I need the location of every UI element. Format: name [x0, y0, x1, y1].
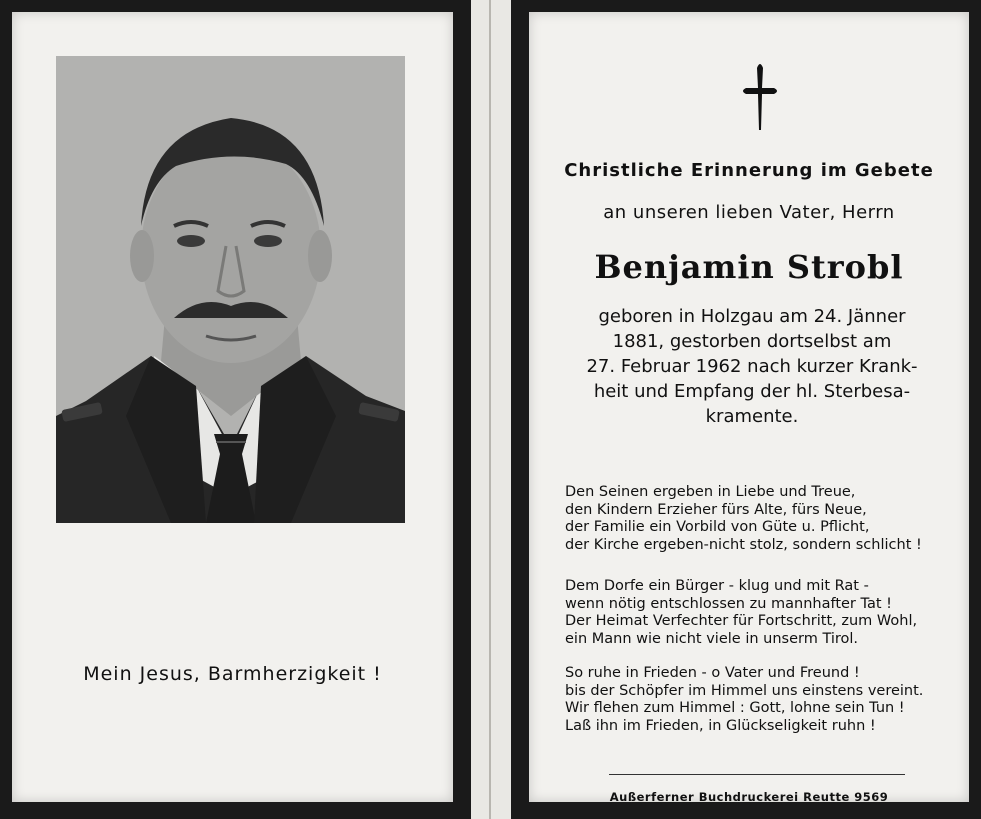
poem-stanza	[565, 484, 955, 554]
poem-line: den Kindern Erzieher fürs Alte, fürs Neue,	[565, 501, 867, 518]
memorial-heading: Christliche Erinnerung im Gebete	[564, 160, 934, 181]
deceased-name: Benjamin Strobl	[594, 248, 904, 286]
bio-line: heit und Empfang der hl. Sterbesa-	[593, 381, 911, 402]
poem-line: der Kirche ergeben-nicht stolz, sondern schlicht !	[565, 536, 922, 553]
card-fold-gutter	[471, 0, 511, 819]
poem-line: Der Heimat Verfechter für Fortschritt, zum Wohl,	[565, 613, 918, 629]
portrait-illustration	[56, 56, 405, 523]
poem-stanza	[565, 665, 955, 735]
poem-line: Dem Dorfe ein Bürger - klug und mit Rat -	[565, 578, 869, 594]
motto-text: Mein Jesus, Barmherzigkeit !	[83, 663, 382, 685]
right-panel	[529, 12, 969, 802]
portrait-photo	[56, 56, 405, 523]
poem-line: der Familie ein Vorbild von Güte u. Pflicht,	[565, 519, 870, 535]
left-panel	[12, 12, 453, 802]
poem-stanza	[565, 578, 955, 648]
bio-line: geboren in Holzgau am 24. Jänner	[598, 306, 906, 327]
poem-line: ein Mann wie nicht viele in unserm Tirol.	[565, 630, 859, 647]
poem-line: So ruhe in Frieden - o Vater und Freund !	[565, 665, 860, 681]
bio-line: 27. Februar 1962 nach kurzer Krank-	[586, 356, 918, 377]
printer-imprint: Außerferner Buchdruckerei Reutte 9569	[609, 789, 889, 804]
poem-line: Laß ihn im Frieden, in Glückseligkeit ruhn !	[565, 717, 876, 734]
poem-line: wenn nötig entschlossen zu mannhafter Tat !	[565, 595, 892, 612]
bio-line: 1881, gestorben dortselbst am	[612, 331, 892, 352]
poem-line: Wir flehen zum Himmel : Gott, lohne sein Tun !	[565, 700, 905, 716]
poem-line: bis der Schöpfer im Himmel uns einstens vereint.	[565, 682, 924, 699]
latin-cross-icon	[740, 60, 780, 132]
footer-divider	[609, 774, 905, 775]
poem-line: Den Seinen ergeben in Liebe und Treue,	[565, 484, 856, 500]
biography	[547, 304, 957, 429]
memorial-subheading: an unseren lieben Vater, Herrn	[603, 202, 895, 223]
bio-line: kramente.	[705, 406, 799, 427]
